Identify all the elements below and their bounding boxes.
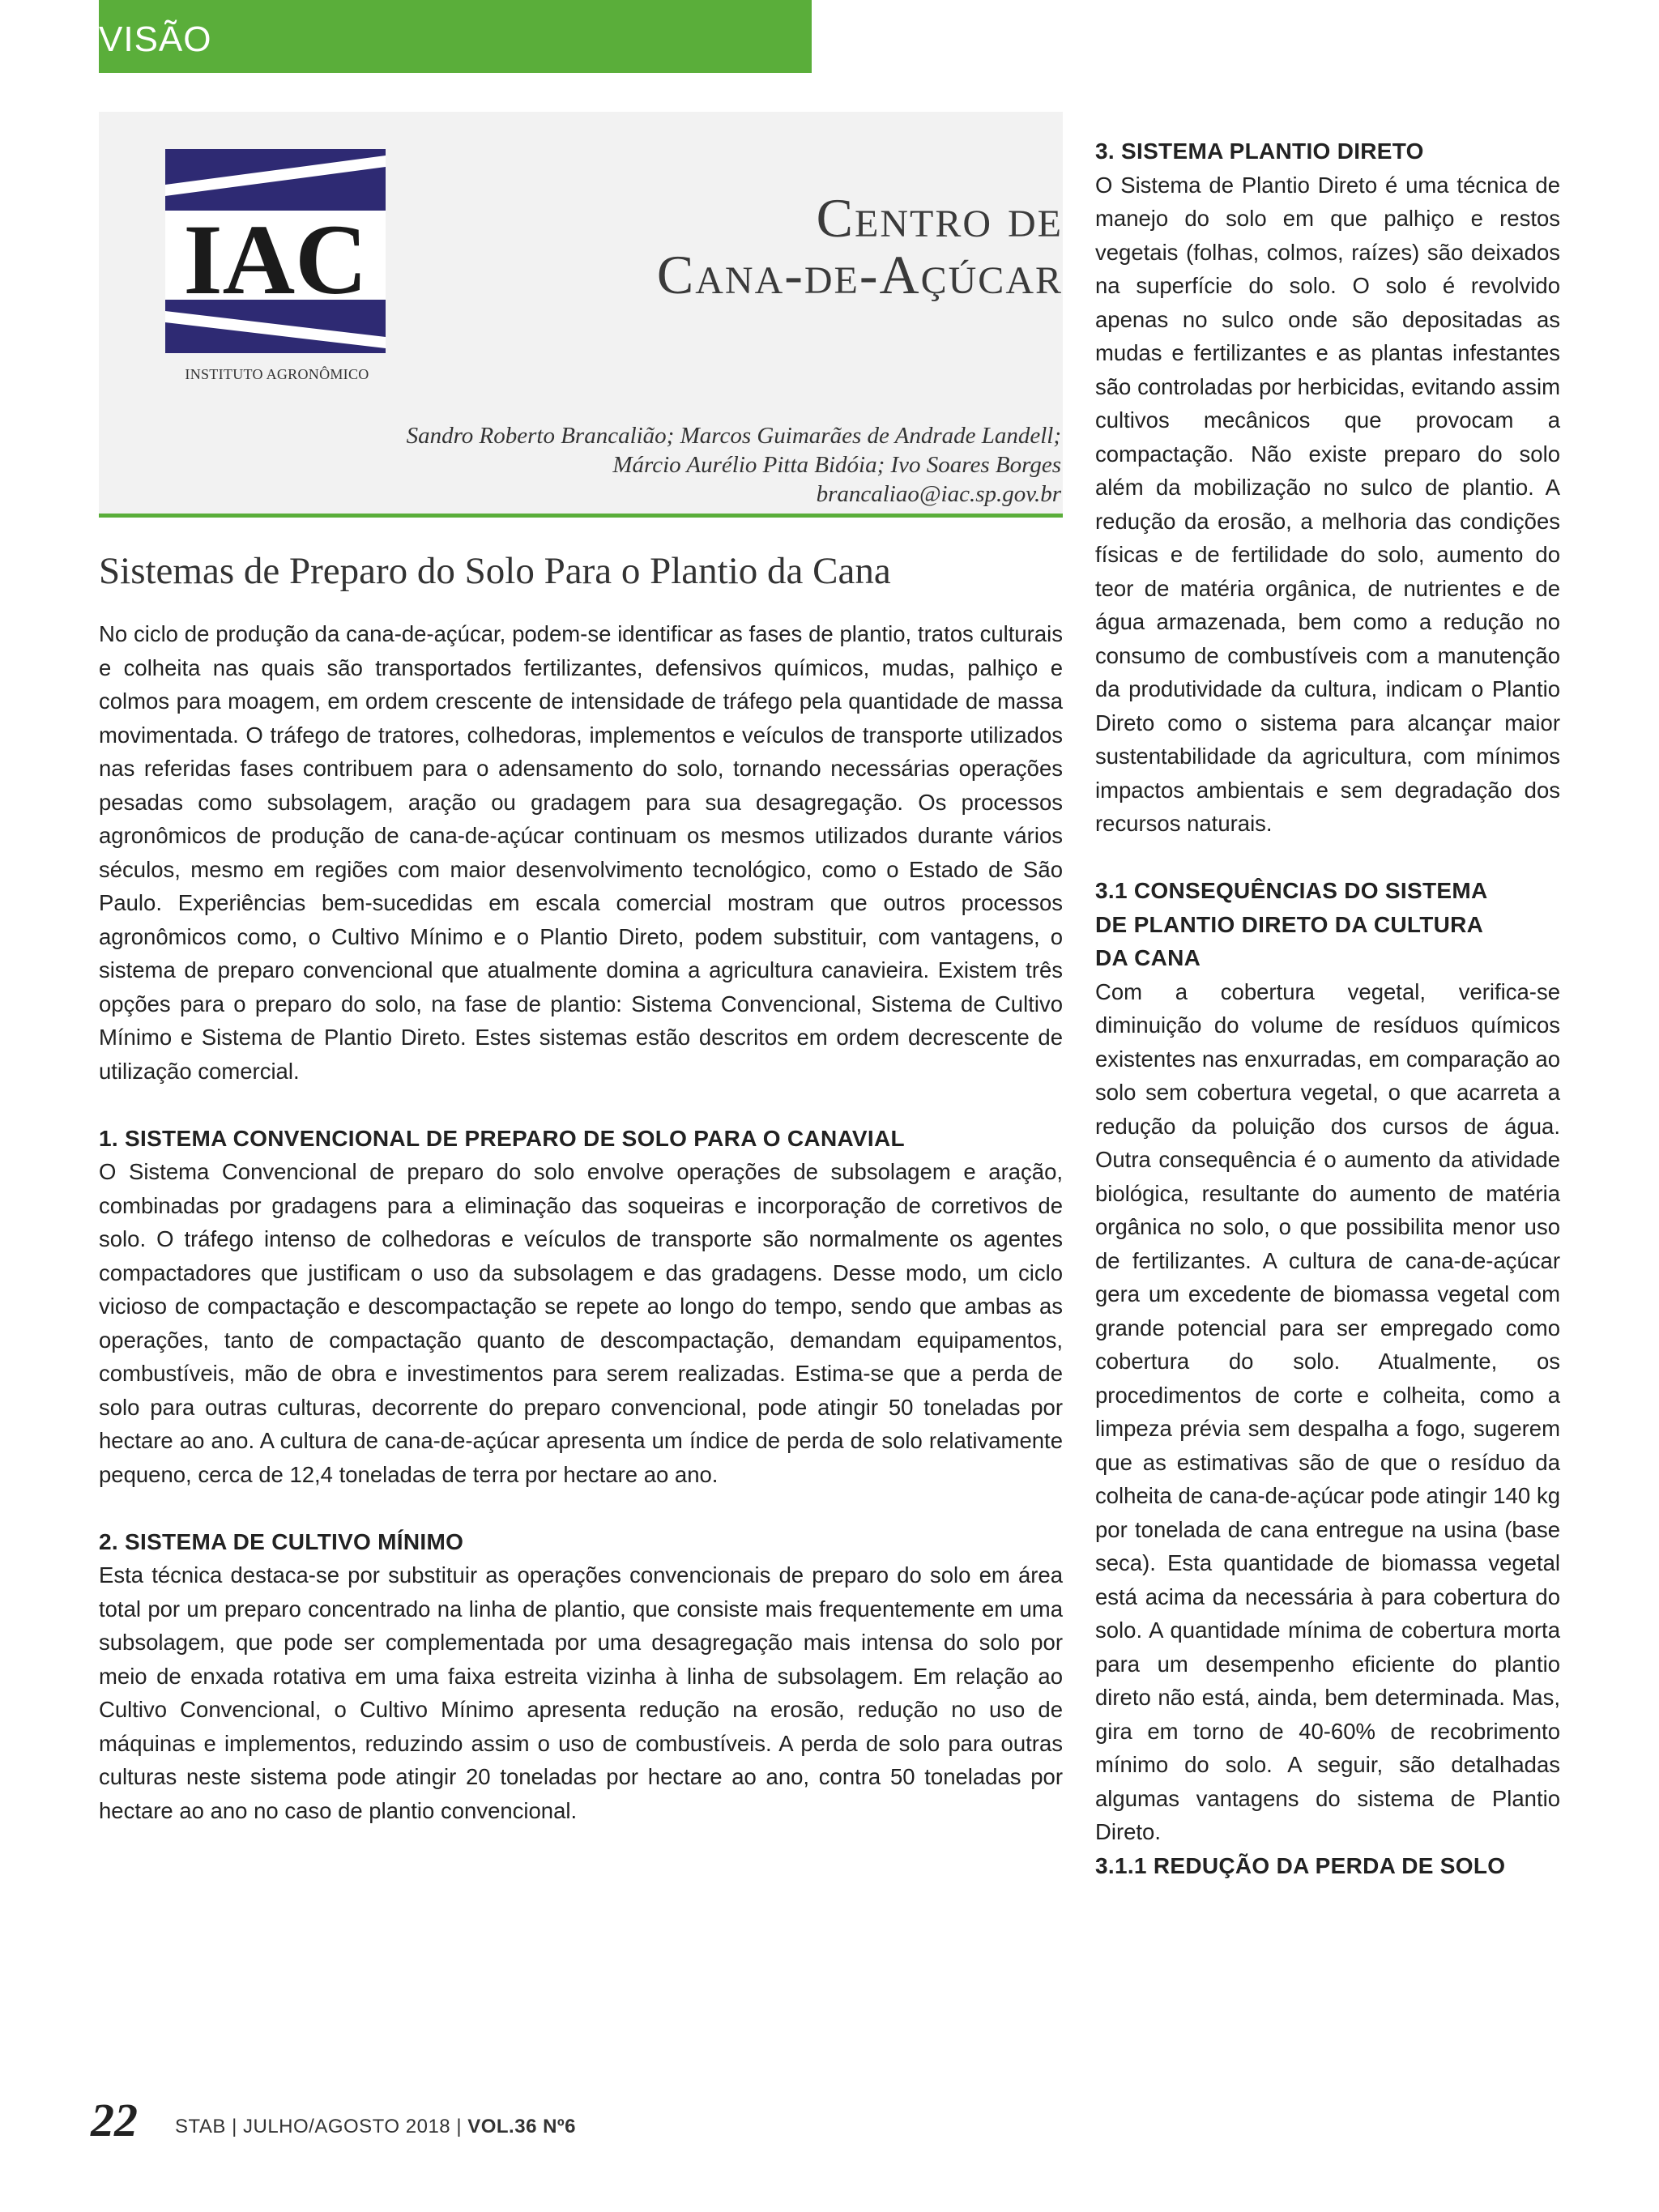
divider [99,514,1063,518]
center-title-line2: Cana-de-Açúcar [656,244,1063,305]
section-3-1-body: Com a cobertura vegetal, verifica-se diminuição do volume de resíduos químicos existentes nas enxurradas, em comparação ao solo sem cobertura vegetal, o que acarreta a redução da poluição dos cursos de água. Outra consequência é o aumento da atividade biológica, resultante do aumento de matéria orgânica no solo, o que possibilita menor uso de fertilizantes. A cultura de cana-de-açúcar gera um excedente de biomassa vegetal com grande potencial para ser empregado como cobertura do solo. Atualmente, os procedimentos de corte e colheita, como a limpeza prévia sem despalha a fogo, sugerem que as estimativas são de que o resíduo da colheita de cana-de-açúcar pode atingir 140 kg por tonelada de cana entregue na usina (base seca). Esta quantidade de biomassa vegetal está acima da necessária à para cobertura do solo. A quantidade mínima de cobertura morta para um desempenho eficiente do plantio direto não está, ainda, bem determinada. Mas, gira em torno de 40-60% de recobrimento mínimo do solo. A seguir, são detalhadas algumas vantagens do sistema de Plantio Direto. [1095,978,1560,1844]
footer-volume: VOL.36 Nº6 [467,2116,577,2137]
authors-line1: Sandro Roberto Brancalião; Marcos Guimarães de Andrade Landell; [406,423,1061,449]
authors [407,421,1061,509]
left-column [99,617,1063,1827]
logo-caption: INSTITUTO AGRONÔMICO [185,366,369,382]
center-title [656,187,1063,305]
author-email: brancaliao@iac.sp.gov.br [816,481,1061,507]
section-3-1-1-heading: 3.1.1 REDUÇÃO DA PERDA DE SOLO [1095,1852,1506,1878]
section-3-1-heading [1095,874,1560,975]
footer-date: JULHO/AGOSTO 2018 [242,2116,451,2137]
section-2-body: Esta técnica destaca-se por substituir as operações convencionais de preparo do solo em área total por um preparo concentrado na linha de plantio, que consiste mais frequentemente em uma subsolagem, que pode ser complementada por uma desagregação mais intensa do solo por meio de enxada rotativa em uma faixa estreita vizinha à linha de subsolagem. Em relação ao Cultivo Convencional, o Cultivo Mínimo apresenta redução na erosão, redução no uso de máquinas e implementos, reduzindo assim o uso de combustíveis. A perda de solo para outras culturas neste sistema pode atingir 20 toneladas por hectare ao ano, contra 50 toneladas por hectare ao ano no caso de plantio convencional. [99,1562,1063,1823]
section-label: VISÃO [99,19,212,59]
section-1-body: O Sistema Convencional de preparo do solo envolve operações de subsolagem e aração, combinadas por gradagens para a eliminação das soqueiras e incorporação de corretivos de solo. O tráfego intenso de colhedoras e veículos de transporte são normalmente os agentes compactadores que justificam o uso da subsolagem e das gradagens. Desse modo, um ciclo vicioso de compactação e descompactação se repete ao longo do tempo, sendo que ambas as operações, tanto de compactação quanto de descompactação, demandam equipamentos, combustíveis, mão de obra e investimentos para serem realizadas. Estima-se que a perda de solo para outras culturas, decorrente do preparo convencional, pode atingir 50 toneladas por hectare ao ano. A cultura de cana-de-açúcar apresenta um índice de perda de solo relativamente pequeno, cerca de 12,4 toneladas de terra por hectare ao ano. [99,1159,1063,1487]
section-tab [99,0,812,73]
section-3-body: O Sistema de Plantio Direto é uma técnica de manejo do solo em que palhiço e restos vegetais (folhas, colmos, raízes) são deixados na superfície do solo. O solo é revolvido apenas no sulco onde são depositadas as mudas e fertilizantes e as plantas infestantes são controladas por herbicidas, evitando assim cultivos mecânicos que provocam a compactação. Não existe preparo do solo além da mobilização no sulco de plantio. A redução da erosão, a melhoria das condições físicas e de fertilidade do solo, aumento do teor de matéria orgânica, de nutrientes e de água armazenada, bem como a redução no consumo de combustíveis com a manutenção da produtividade da cultura, indicam o Plantio Direto como o sistema para alcançar maior sustentabilidade da agricultura, com mínimos impactos ambientais e sem degradação dos recursos naturais. [1095,172,1560,836]
intro-paragraph: No ciclo de produção da cana-de-açúcar, podem-se identificar as fases de plantio, tratos culturais e colheita nas quais são transportados fertilizantes, defensivos químicos, mudas, palhiço e colmos para moagem, em ordem crescente de intensidade de tráfego pela quantidade de massa movimentada. O tráfego de tratores, colhedoras, implementos e veículos de transporte utilizados nas referidas fases contribuem para o adensamento do solo, tornando necessárias operações pesadas como subsolagem, aração ou gradagem para sua desagregação. Os processos agronômicos de produção de cana-de-açúcar continuam os mesmos utilizados durante vários séculos, mesmo em regiões com maior desenvolvimento tecnológico, como o Estado de São Paulo. Experiências bem-sucedidas em escala comercial mostram que outros processos agronômicos como, o Cultivo Mínimo e o Plantio Direto, podem substituir, com vantagens, o sistema de preparo convencional que atualmente domina a agricultura canavieira. Existem três opções para o preparo do solo, na fase de plantio: Sistema Convencional, Sistema de Cultivo Mínimo e Sistema de Plantio Direto. Estes sistemas estão descritos em ordem decrescente de utilização comercial. [99,621,1063,1084]
authors-line2: Márcio Aurélio Pitta Bidóia; Ivo Soares Borges [612,452,1061,478]
logo-letters: IAC [183,204,368,315]
section-2-heading: 2. SISTEMA DE CULTIVO MÍNIMO [99,1528,464,1554]
iac-logo [165,149,386,389]
right-column [1095,134,1560,1882]
footer-info [175,2116,576,2138]
section-1-heading: 1. SISTEMA CONVENCIONAL DE PREPARO DE SOLO PARA O CANAVIAL [99,1125,905,1151]
footer-separator: | [456,2116,463,2137]
footer-journal: STAB [175,2116,226,2137]
section-3-1-heading-line3: DA CANA [1095,945,1201,970]
page-number: 22 [91,2094,138,2146]
article-title: Sistemas de Preparo do Solo Para o Plantio da Cana [99,550,891,592]
section-3-1-heading-line2: DE PLANTIO DIRETO DA CULTURA [1095,911,1484,937]
section-3-heading: 3. SISTEMA PLANTIO DIRETO [1095,139,1424,164]
center-title-line1: Centro de [816,187,1063,249]
footer-separator: | [232,2116,237,2137]
section-3-1-heading-line1: 3.1 CONSEQUÊNCIAS DO SISTEMA [1095,878,1488,903]
